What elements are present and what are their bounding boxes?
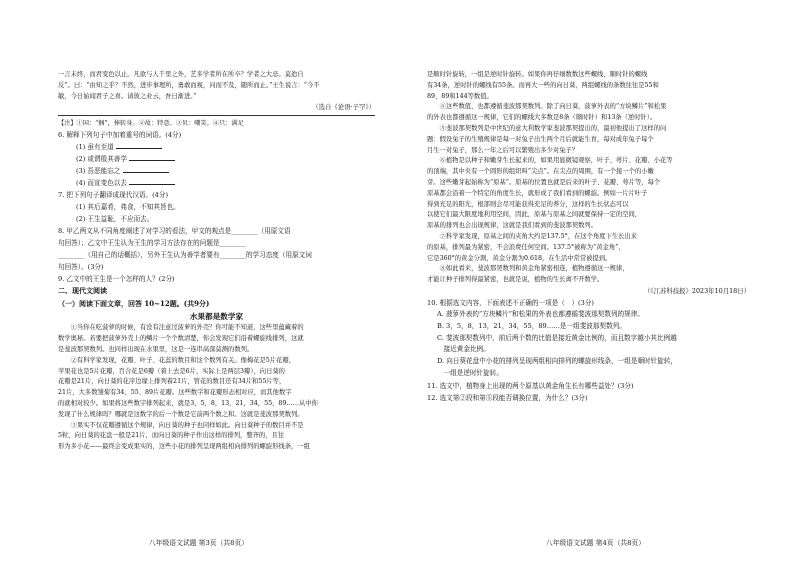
question-11: 11. 选文中，植物身上出现的两个原基以黄金角生长有哪些益处？(3分) xyxy=(427,381,634,390)
question-9: 9. 乙文中的王生是一个怎样的人？(2分) xyxy=(58,275,175,284)
article-line: ②有科学家发现，花瓣、叶子、花蕊的数目和这个数列有关。像梅花是5片花瓣， xyxy=(70,356,295,364)
text-line: 反”。曰：“由知之乎？不然，进步事理所，勇敢而视，问而不及，随所而止。”王生说言：“今不 xyxy=(58,81,320,89)
q8-line: 句回答）；乙文中王生认为王生的学习方法存在的问题是________ xyxy=(58,239,246,248)
article-line: 才能让种子排列得最紧密，也就是说，植物的生长离不开数学。 xyxy=(427,276,604,284)
article-line: 有34条，逆时针的螺线有55条。而再大一些的向日葵，两组螺线的条数往往是55和 xyxy=(427,81,659,89)
q6-item: (4) 而宣变色以去 xyxy=(76,177,375,189)
article-line: 发现了什么规律吗？哪就是这数字的后一个数是它前两个数之和。这就是斐波那契数列。 xyxy=(58,410,304,418)
q6-items xyxy=(58,141,375,189)
option-c-cont: 接近黄金比例。 xyxy=(437,345,490,354)
page-footer: 八年级语文试题 第3页（共8页） xyxy=(148,539,249,547)
part-heading: （一）阅读下面文章，回答 10~12题。(共9分) xyxy=(58,298,210,308)
article-line: ③果实不仅花瓣遵循这个规律，向日葵的种子也同样如此。向日葵种子的数目并不是 xyxy=(70,421,304,429)
q6-item: (1) 虽有至道 xyxy=(76,141,375,153)
article-line: 是顺时针旋转，一组是逆时针旋转。如果你再仔细数数这些螺线，顺时针的螺线 xyxy=(427,71,648,78)
article-source: （《江苏科技报》2023年10月18日） xyxy=(643,286,750,295)
article-line: 花瓣是21片，向日葵的花序边缘上排列着21片，管花的数目还有34片和55片等， xyxy=(58,378,286,386)
option-d[interactable]: D. 向日葵花盘中小花的排列呈现两组相向排列的螺旋形线条，一组是顺时针旋转， xyxy=(437,357,678,366)
article-title: 水果都是数学家 xyxy=(189,312,244,322)
article-line: 月生一对兔子，那么一年之后可以繁殖出多少对兔子？ xyxy=(427,146,579,154)
article-line: 原基都会沿着一个特定的角度生长，就形成了我们看到的螺旋。例如一片片叶子 xyxy=(427,189,648,197)
article-line: 数学奥秘。若要把菠萝外壳上的鳞片一个个数清楚，你会发现它们沿着螺旋线排列，这就 xyxy=(58,335,304,343)
annotation-note: 【注】①国：“捆”，捧转身。②故：特意。③贝：嘲笑。④只：满足 xyxy=(58,115,375,129)
q8-line: ________（用自己的话概括），另外王生认为善学者要有________的学习态度（用原文词 xyxy=(58,251,312,260)
option-b[interactable]: B. 3，5，8，13，21，34，55，89……是一组斐波那契数列。 xyxy=(437,321,626,330)
article-line: 它是360°的黄金分割，黄金分割为0.618，在生活中常常被提到。 xyxy=(427,254,612,262)
right-page xyxy=(397,0,794,561)
article-line: 的顶端，其中央有一个圆形的组织叫“尖点”。在尖点的周围，有一个接一个的小嫩 xyxy=(427,168,654,176)
answer-blank[interactable] xyxy=(129,153,175,161)
article-line: 苹果花也是5片花瓣，百合花是6瓣（着上去是6片，实际上是两层3瓣），向日葵的 xyxy=(58,367,285,375)
answer-blank[interactable] xyxy=(129,177,175,185)
question-10: 10. 根据选文内容，下面表述不正确的一项是（ ）(3分) xyxy=(427,298,594,307)
question-12: 12. 选文第②段和第⑤段能否调换位置，为什么？(3分) xyxy=(427,393,588,402)
article-line: 题：假设兔子的生殖规律是每一对兔子出生两个月后就能生育，每对成年兔子每个 xyxy=(427,135,654,143)
answer-blank[interactable] xyxy=(116,141,162,149)
article-body-continued xyxy=(427,70,750,286)
question-6: 6. 解释下列句子中加着重号的词语。(4分) xyxy=(58,131,182,140)
article-line: 得到充足的阳光，根部则会尽可能获得充足的养分，这样的生长状态可以 xyxy=(427,200,629,208)
q8-line: 8. 甲乙两文从不同角度阐述了对学习的看法，甲文的观点是________（用原文语 xyxy=(58,227,291,236)
q7-items xyxy=(58,201,375,225)
article-line: 以使它们最大限度地利用空间，因此，原基与原基之间就要保持一定的空间， xyxy=(427,211,642,219)
article-line: 形为多小花——最终会变成果实的，这些小花的排列呈现两组相向排列的螺旋形线条，一组 xyxy=(58,443,310,451)
text-line: 敏，今日始闻君子之喜。请彼之业云，吾日渐进。” xyxy=(58,92,197,100)
classical-text xyxy=(58,70,375,102)
option-d-cont: 一组是逆时针旋转。 xyxy=(437,368,503,377)
question-7: 7. 把下列句子翻译成现代汉语。(4分) xyxy=(58,191,169,200)
article-line: 5粒，向日葵的花盘一般是21片，而向日葵的种子作出这样的排列，整齐的，且往 xyxy=(58,432,285,440)
article-line: 的外表也都遵循这一规律，它们的螺线大多数是8条（顺时针）和13条（逆时针）。 xyxy=(427,114,657,122)
article-line: ⑦科学家发现，原基之间的夹角大约是137.5°，在这个角度下生长出来 xyxy=(439,232,638,240)
q6-item: (2) 或谓殷其善学 xyxy=(76,153,375,165)
article-line: 的就相对较少。如果将这些数字排列起来，就是3，5，8，13，21，34，55，89……从中你 xyxy=(58,399,318,407)
source-citation: （选自《论语·子罕》） xyxy=(312,103,375,112)
article-body xyxy=(58,323,375,453)
q6-item: (3) 吾恶能忘之 xyxy=(76,165,375,177)
article-line: 原基的排列也会出现规律，这就是我们看到的斐波那契数列。 xyxy=(427,222,598,230)
section-heading: 二、现代文阅读 xyxy=(58,286,107,296)
article-line: ⑥植物是以种子和嫩芽生长起来的，如果用显微镜观察，叶子、萼片、花瓣、小花等 xyxy=(439,157,673,165)
question-8 xyxy=(58,225,375,273)
answer-blank[interactable] xyxy=(123,165,169,173)
article-line: ⑤斐波那契数列是中世纪的意大利数学家斐波那契提出的，最初他提出了这样的问 xyxy=(439,124,667,132)
article-line: 是斐波那契数列。也同样出现在水果里，这是一连串高深莫测的数列。 xyxy=(58,345,254,353)
q7-item: (2) 王生益耻，不应而去。 xyxy=(76,215,154,224)
page-footer: 八年级语文试题 第4页（共8页） xyxy=(545,539,646,547)
q8-line: 句回答）。(3分) xyxy=(58,263,104,272)
article-line: ④这些数值，也都遵循斐波那契数列。除了向日葵，菠萝外表的“方块鳞片”和松果 xyxy=(439,103,667,111)
article-line: 21片，大多数雏菊有34、55、89片花瓣。这些数字和花瓣形态相对应，而其他数字 xyxy=(58,389,292,397)
option-a[interactable]: A. 菠萝外表的“方块鳞片”和松果的外表也都遵循斐波那契数列的规律。 xyxy=(437,309,644,318)
article-line: ①当你在吃菠萝的时候，有没有注意过菠萝的外壳？你可能不知道，这些里蕴藏着的 xyxy=(70,324,304,332)
option-c[interactable]: C. 斐波那契数列中，前后两个数的比值是接近黄金比例的，而且数字越小其比例越 xyxy=(437,333,677,342)
article-line: 芽。这些嫩芽起始称为“原基”。原基的位置也就是后来的叶子、花瓣、萼片等，每个 xyxy=(427,178,661,186)
q10-options xyxy=(427,309,750,380)
article-line: 的原基，排列最为紧密，不会浪费任何空间。137.5°被称为“黄金角”， xyxy=(427,243,625,251)
q7-item: (1) 其后嘉肴，弗食，不知其旨也。 xyxy=(76,203,180,212)
article-line: 89、89和144等数值。 xyxy=(427,92,493,100)
article-line: ⑧如此看来，斐波那契数列和黄金角紧密相连，植物遵循这一规律， xyxy=(439,265,629,273)
text-line: 一言未终，而君变色以止。凡欲与人千里之外，艺多学者所在所卒？学者之大忌。莫迨自 xyxy=(58,71,304,78)
